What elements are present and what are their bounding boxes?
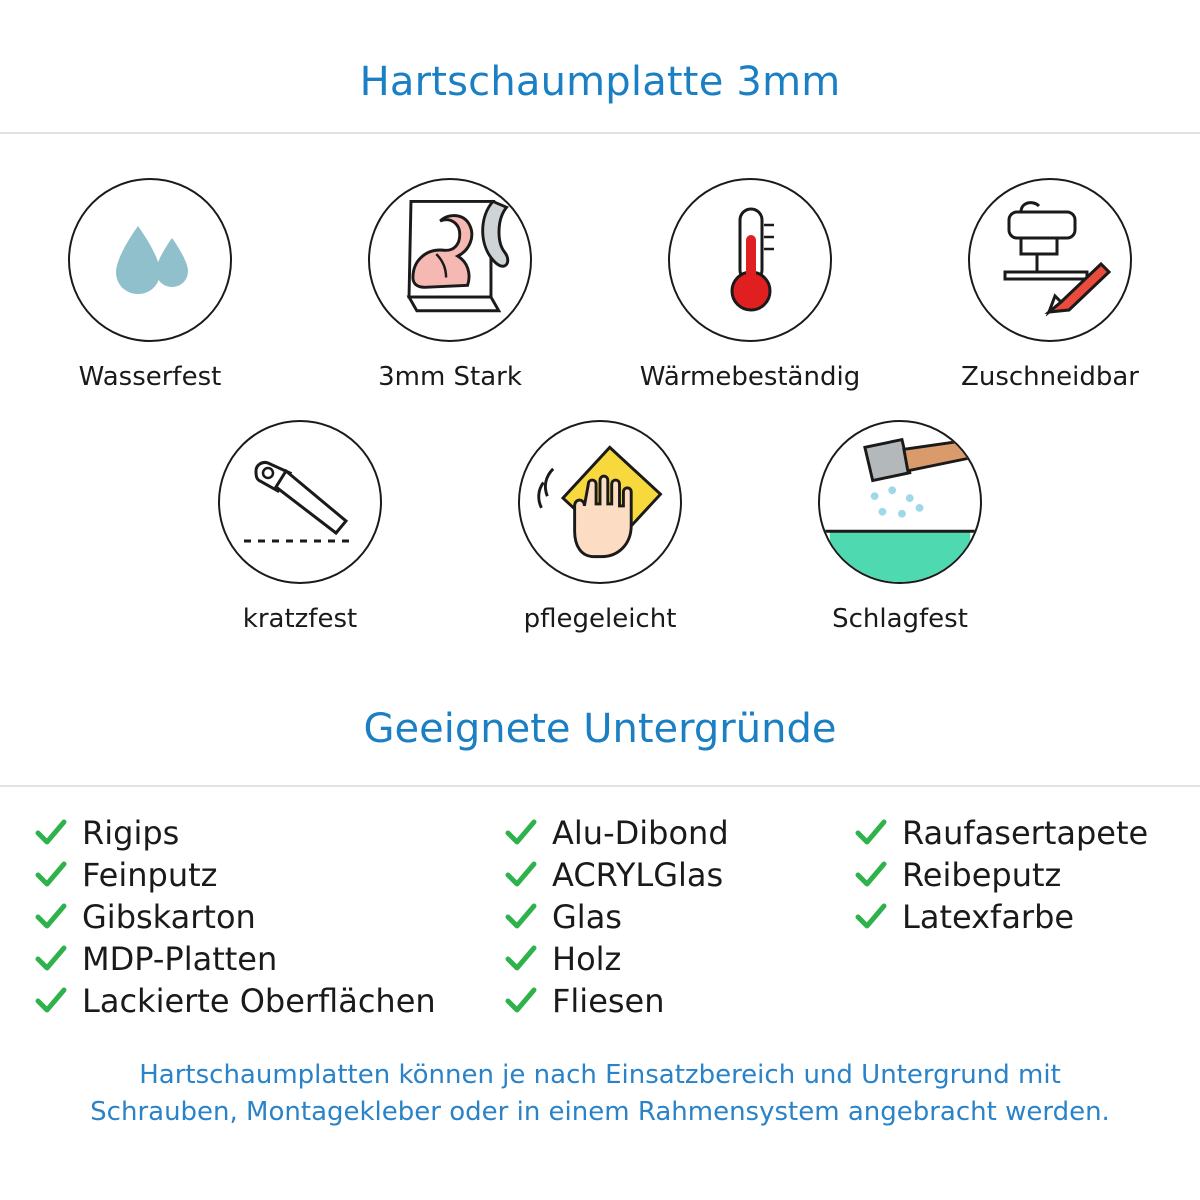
substrates-column-3 — [854, 813, 1166, 1023]
check-icon — [34, 984, 68, 1018]
feature-label: Zuschneidbar — [961, 361, 1139, 392]
feature-pflegeleicht — [450, 420, 750, 634]
flexed-arm-icon — [368, 178, 532, 342]
list-item-label: Latexfarbe — [902, 898, 1075, 937]
feature-wasserfest — [0, 178, 300, 392]
list-item — [504, 855, 854, 896]
footnote-line-1: Hartschaumplatten können je nach Einsatzbereich und Untergrund mit — [139, 1059, 1061, 1090]
list-item — [34, 855, 504, 896]
footnote — [0, 1057, 1200, 1131]
divider-top — [0, 132, 1200, 134]
list-item-label: Holz — [552, 940, 622, 979]
list-item — [854, 813, 1166, 854]
list-item-label: Feinputz — [82, 856, 218, 895]
page-title: Hartschaumplatte 3mm — [359, 58, 841, 105]
feature-label: Wasserfest — [78, 361, 222, 392]
hand-cloth-icon — [518, 420, 682, 584]
feature-label: 3mm Stark — [378, 361, 522, 392]
substrates-column-1 — [34, 813, 504, 1023]
list-item-label: Fliesen — [552, 982, 665, 1021]
feature-kratzfest — [150, 420, 450, 634]
feature-label: pflegeleicht — [523, 603, 677, 634]
list-item-label: Gibskarton — [82, 898, 256, 937]
substrates-list — [0, 813, 1200, 1023]
check-icon — [34, 816, 68, 850]
feature-label: Wärmebeständig — [639, 361, 861, 392]
check-icon — [504, 858, 538, 892]
list-item-label: Lackierte Oberflächen — [82, 982, 436, 1021]
list-item-label: Rigips — [82, 814, 180, 853]
feature-row-2 — [0, 420, 1200, 634]
footnote-line-2: Schrauben, Montagekleber oder in einem Rahmensystem angebracht werden. — [90, 1096, 1110, 1127]
check-icon — [854, 816, 888, 850]
check-icon — [504, 942, 538, 976]
thermometer-icon — [668, 178, 832, 342]
list-item — [504, 813, 854, 854]
list-item-label: Glas — [552, 898, 622, 937]
list-item — [854, 855, 1166, 896]
list-item — [34, 981, 504, 1022]
check-icon — [34, 942, 68, 976]
list-item — [854, 897, 1166, 938]
feature-row-1 — [0, 178, 1200, 392]
check-icon — [854, 900, 888, 934]
saw-icon — [218, 420, 382, 584]
feature-label: Schlagfest — [832, 603, 968, 634]
list-item — [504, 897, 854, 938]
list-item-label: Reibeputz — [902, 856, 1062, 895]
check-icon — [504, 816, 538, 850]
check-icon — [504, 984, 538, 1018]
list-item — [504, 981, 854, 1022]
substrates-column-2 — [504, 813, 854, 1023]
jigsaw-cutter-icon — [968, 178, 1132, 342]
list-item — [504, 939, 854, 980]
list-item-label: Alu-Dibond — [552, 814, 729, 853]
divider-middle — [0, 785, 1200, 787]
list-item-label: ACRYLGlas — [552, 856, 724, 895]
check-icon — [34, 858, 68, 892]
feature-icon-grid — [0, 178, 1200, 634]
substrates-title: Geeignete Untergründe — [363, 705, 837, 752]
check-icon — [34, 900, 68, 934]
list-item-label: MDP-Platten — [82, 940, 278, 979]
list-item — [34, 813, 504, 854]
feature-3mm-stark — [300, 178, 600, 392]
check-icon — [504, 900, 538, 934]
list-item — [34, 897, 504, 938]
hammer-icon — [818, 420, 982, 584]
feature-zuschneidbar — [900, 178, 1200, 392]
list-item — [34, 939, 504, 980]
water-drops-icon — [68, 178, 232, 342]
check-icon — [854, 858, 888, 892]
list-item-label: Raufasertapete — [902, 814, 1149, 853]
feature-schlagfest — [750, 420, 1050, 634]
feature-waermebestaendig — [600, 178, 900, 392]
feature-label: kratzfest — [242, 603, 358, 634]
